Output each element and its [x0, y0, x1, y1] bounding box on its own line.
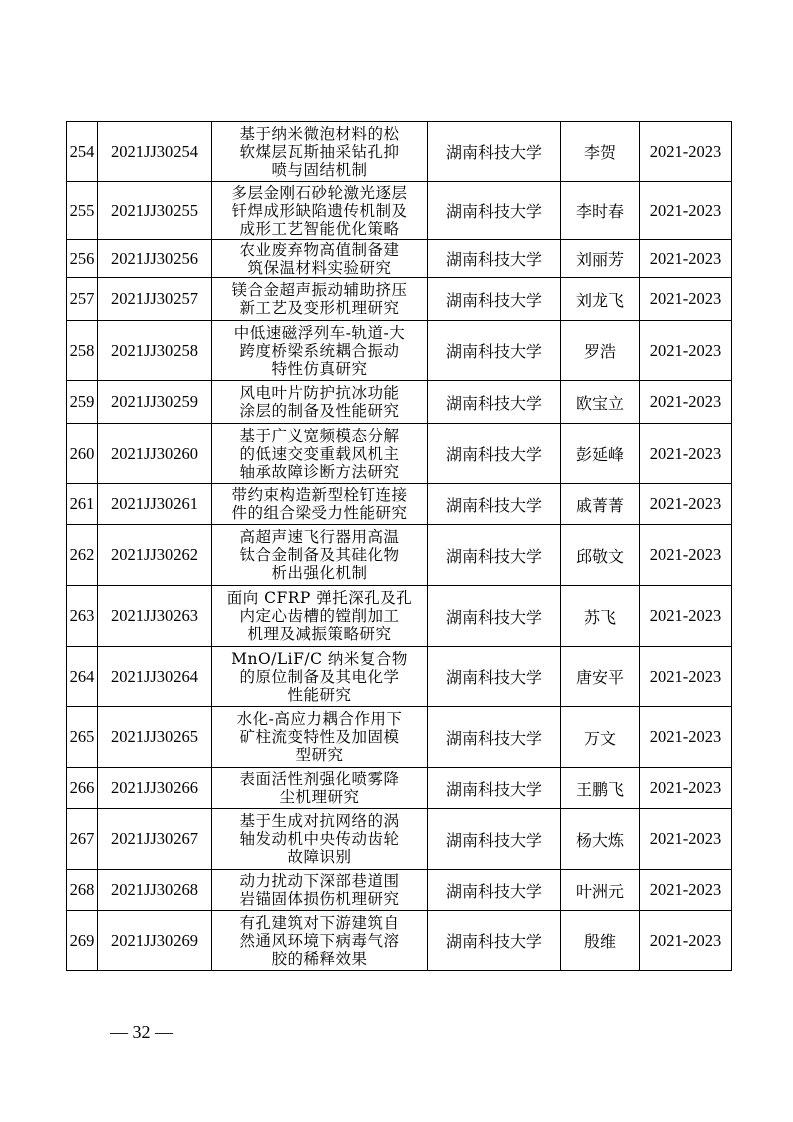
project-title-line: 基于纳米微泡材料的松: [239, 124, 400, 143]
project-title-line: 内定心齿槽的镗削加工: [239, 607, 400, 625]
institution: 湖南科技大学: [428, 911, 561, 971]
row-number: 256: [67, 240, 98, 278]
principal-investigator: 戚菁菁: [561, 484, 640, 525]
project-period: 2021-2023: [640, 586, 732, 647]
project-period: 2021-2023: [640, 381, 732, 424]
project-period: 2021-2023: [640, 707, 732, 768]
project-title-line: 涂层的制备及性能研究: [239, 402, 400, 420]
project-title: [212, 911, 428, 971]
principal-investigator: 刘龙飞: [561, 278, 640, 321]
project-code: 2021JJ30264: [98, 647, 212, 707]
project-code: 2021JJ30260: [98, 424, 212, 484]
project-period: 2021-2023: [640, 240, 732, 278]
project-title-line: 钎焊成形缺陷遗传机制及: [231, 201, 408, 220]
project-title-line: 软煤层瓦斯抽采钻孔抑: [239, 142, 400, 161]
table-row: [67, 586, 732, 647]
institution: 湖南科技大学: [428, 484, 561, 525]
principal-investigator: 刘丽芳: [561, 240, 640, 278]
project-code: 2021JJ30262: [98, 525, 212, 586]
institution: 湖南科技大学: [428, 278, 561, 321]
project-title-line: 钛合金制备及其硅化物: [239, 546, 400, 564]
project-title-line: 然通风环境下病毒气溶: [239, 931, 400, 950]
principal-investigator: 殷维: [561, 911, 640, 971]
project-title: [212, 424, 428, 484]
table-row: [67, 870, 732, 911]
table-row: [67, 122, 732, 182]
project-title-line: 中低速磁浮列车-轨道-大: [233, 323, 406, 342]
table-row: [67, 321, 732, 381]
project-table-body: [67, 122, 732, 971]
project-title-line: 跨度桥梁系统耦合振动: [239, 341, 400, 360]
row-number: 261: [67, 484, 98, 525]
project-title-line: 镁合金超声振动辅助挤压: [231, 281, 408, 299]
row-number: 269: [67, 911, 98, 971]
project-title-line: 带约束构造新型栓钉连接: [231, 486, 408, 504]
project-title: [212, 809, 428, 870]
project-title-line: 岩锚固体损伤机理研究: [239, 890, 400, 908]
project-title: [212, 240, 428, 278]
row-number: 264: [67, 647, 98, 707]
project-title-line: 有孔建筑对下游建筑自: [239, 913, 400, 932]
project-title: [212, 870, 428, 911]
institution: 湖南科技大学: [428, 586, 561, 647]
project-title-line: 基于广义宽频模态分解: [239, 426, 400, 445]
project-title-line: 机理及减振策略研究: [247, 625, 392, 643]
project-title-line: 性能研究: [287, 685, 352, 704]
project-title-line: 型研究: [295, 746, 344, 764]
project-code: 2021JJ30265: [98, 707, 212, 768]
table-row: [67, 278, 732, 321]
principal-investigator: 唐安平: [561, 647, 640, 707]
project-title: [212, 381, 428, 424]
row-number: 260: [67, 424, 98, 484]
project-code: 2021JJ30269: [98, 911, 212, 971]
row-number: 263: [67, 586, 98, 647]
project-title-line: 喷与固结机制: [271, 160, 368, 179]
project-period: 2021-2023: [640, 484, 732, 525]
project-period: 2021-2023: [640, 809, 732, 870]
principal-investigator: 苏飞: [561, 586, 640, 647]
project-title-line: 筑保温材料实验研究: [247, 258, 392, 277]
project-code: 2021JJ30257: [98, 278, 212, 321]
project-title-line: 析出强化机制: [271, 564, 368, 582]
project-title-line: 面向 CFRP 弹托深孔及孔: [226, 589, 413, 607]
project-title-line: 特性仿真研究: [271, 359, 368, 378]
project-title: [212, 707, 428, 768]
row-number: 259: [67, 381, 98, 424]
table-row: [67, 182, 732, 240]
project-title-line: 表面活性剂强化喷雾降: [239, 770, 400, 788]
project-title-line: 的低速交变重载风机主: [239, 444, 400, 463]
project-title: [212, 321, 428, 381]
principal-investigator: 王鹏飞: [561, 768, 640, 809]
project-title-line: 成形工艺智能优化策略: [239, 219, 400, 238]
institution: 湖南科技大学: [428, 321, 561, 381]
project-title-line: 轴承故障诊断方法研究: [239, 462, 400, 481]
institution: 湖南科技大学: [428, 240, 561, 278]
institution: 湖南科技大学: [428, 647, 561, 707]
project-period: 2021-2023: [640, 278, 732, 321]
project-title-line: 高超声速飞行器用高温: [239, 528, 400, 546]
table-row: [67, 525, 732, 586]
project-title: [212, 182, 428, 240]
project-title-line: 的原位制备及其电化学: [239, 667, 400, 686]
project-title: [212, 647, 428, 707]
project-title-line: 农业废弃物高值制备建: [239, 240, 400, 259]
principal-investigator: 彭延峰: [561, 424, 640, 484]
project-title: [212, 484, 428, 525]
project-title: [212, 586, 428, 647]
project-title-line: 胶的稀释效果: [271, 949, 368, 968]
principal-investigator: 叶洲元: [561, 870, 640, 911]
principal-investigator: 李贺: [561, 122, 640, 182]
institution: 湖南科技大学: [428, 525, 561, 586]
institution: 湖南科技大学: [428, 707, 561, 768]
institution: 湖南科技大学: [428, 870, 561, 911]
principal-investigator: 万文: [561, 707, 640, 768]
project-code: 2021JJ30267: [98, 809, 212, 870]
project-period: 2021-2023: [640, 321, 732, 381]
project-table: [66, 121, 732, 971]
project-code: 2021JJ30254: [98, 122, 212, 182]
institution: 湖南科技大学: [428, 768, 561, 809]
row-number: 268: [67, 870, 98, 911]
project-period: 2021-2023: [640, 525, 732, 586]
project-period: 2021-2023: [640, 182, 732, 240]
project-code: 2021JJ30261: [98, 484, 212, 525]
principal-investigator: 欧宝立: [561, 381, 640, 424]
project-title-line: MnO/LiF/C 纳米复合物: [231, 649, 408, 668]
table-row: [67, 911, 732, 971]
table-row: [67, 809, 732, 870]
principal-investigator: 杨大炼: [561, 809, 640, 870]
project-code: 2021JJ30255: [98, 182, 212, 240]
table-row: [67, 484, 732, 525]
project-code: 2021JJ30259: [98, 381, 212, 424]
row-number: 257: [67, 278, 98, 321]
project-code: 2021JJ30268: [98, 870, 212, 911]
row-number: 267: [67, 809, 98, 870]
project-period: 2021-2023: [640, 647, 732, 707]
institution: 湖南科技大学: [428, 424, 561, 484]
row-number: 255: [67, 182, 98, 240]
project-title-line: 尘机理研究: [279, 788, 360, 806]
row-number: 262: [67, 525, 98, 586]
project-title-line: 水化-高应力耦合作用下: [236, 710, 403, 728]
project-title-line: 基于生成对抗网络的涡: [239, 812, 400, 830]
institution: 湖南科技大学: [428, 182, 561, 240]
project-code: 2021JJ30256: [98, 240, 212, 278]
project-title-line: 矿柱流变特性及加固模: [239, 728, 400, 746]
table-row: [67, 381, 732, 424]
principal-investigator: 罗浩: [561, 321, 640, 381]
project-code: 2021JJ30266: [98, 768, 212, 809]
project-title-line: 轴发动机中央传动齿轮: [239, 830, 400, 848]
project-title: [212, 122, 428, 182]
row-number: 265: [67, 707, 98, 768]
project-title-line: 动力扰动下深部巷道围: [239, 872, 400, 890]
page-number: — 32 —: [110, 1022, 173, 1042]
table-row: [67, 647, 732, 707]
institution: 湖南科技大学: [428, 122, 561, 182]
project-period: 2021-2023: [640, 911, 732, 971]
project-period: 2021-2023: [640, 424, 732, 484]
row-number: 254: [67, 122, 98, 182]
project-title-line: 多层金刚石砂轮激光逐层: [231, 183, 408, 202]
project-title: [212, 278, 428, 321]
project-period: 2021-2023: [640, 122, 732, 182]
project-title-line: 故障识别: [287, 848, 352, 866]
table-row: [67, 768, 732, 809]
table-row: [67, 707, 732, 768]
principal-investigator: 李时春: [561, 182, 640, 240]
project-title: [212, 768, 428, 809]
project-period: 2021-2023: [640, 870, 732, 911]
project-code: 2021JJ30263: [98, 586, 212, 647]
project-title-line: 件的组合梁受力性能研究: [231, 504, 408, 522]
project-period: 2021-2023: [640, 768, 732, 809]
project-code: 2021JJ30258: [98, 321, 212, 381]
principal-investigator: 邱敬文: [561, 525, 640, 586]
institution: 湖南科技大学: [428, 381, 561, 424]
row-number: 258: [67, 321, 98, 381]
table-row: [67, 424, 732, 484]
project-title-line: 新工艺及变形机理研究: [239, 299, 400, 317]
row-number: 266: [67, 768, 98, 809]
institution: 湖南科技大学: [428, 809, 561, 870]
project-title-line: 风电叶片防护抗冰功能: [239, 384, 400, 402]
table-row: [67, 240, 732, 278]
project-title: [212, 525, 428, 586]
